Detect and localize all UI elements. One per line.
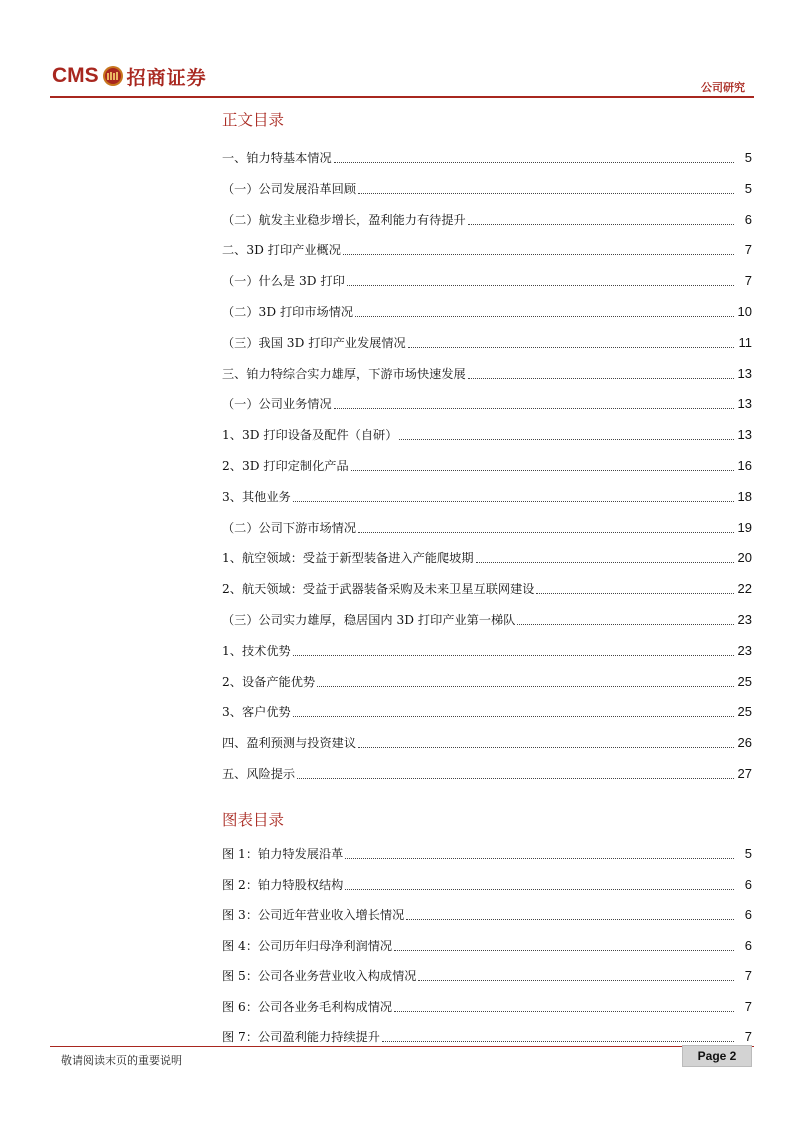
toc-entry-page: 20 — [737, 550, 752, 566]
toc-entry-page: 18 — [737, 488, 752, 504]
toc-entry-label: 1、3D 打印设备及配件（自研） — [222, 428, 398, 443]
dot-leader — [334, 408, 734, 409]
toc-entry-label: 1、航空领域：受益于新型装备进入产能爬坡期 — [222, 551, 474, 566]
toc-entry-label: 2、航天领域：受益于武器装备采购及未来卫星互联网建设 — [222, 582, 535, 597]
dot-leader — [394, 1011, 734, 1012]
toc-entry-label: 2、3D 打印定制化产品 — [222, 459, 349, 473]
dot-leader — [297, 778, 734, 779]
page-number-badge: Page 2 — [682, 1045, 752, 1067]
toc-entry-page: 16 — [737, 458, 752, 473]
toc-entry-page: 11 — [738, 334, 752, 350]
figure-entry-page: 7 — [744, 998, 752, 1014]
dot-leader — [468, 378, 734, 379]
toc-entry[interactable] — [222, 362, 752, 382]
dot-leader — [355, 316, 734, 317]
toc-entry[interactable] — [222, 208, 752, 228]
toc-entry-page: 10 — [737, 304, 752, 319]
toc-entry-page: 13 — [737, 365, 752, 381]
toc-entry[interactable] — [222, 577, 752, 597]
toc-entry-label: （三）公司实力雄厚，稳居国内 3D 打印产业第一梯队 — [222, 613, 516, 627]
toc-entry-page: 5 — [744, 180, 752, 196]
dot-leader — [345, 889, 734, 890]
figures-title: 图表目录 — [222, 811, 285, 829]
toc-entry[interactable] — [222, 423, 752, 443]
dot-leader — [293, 501, 734, 502]
figure-entry[interactable] — [222, 842, 752, 862]
figure-entry-label: 图 7：公司盈利能力持续提升 — [222, 1030, 380, 1044]
toc-entry-label: 1、技术优势 — [222, 643, 291, 658]
figure-entry[interactable] — [222, 903, 752, 923]
toc-entry-page: 23 — [737, 642, 752, 658]
figure-entry[interactable] — [222, 1025, 752, 1045]
footer-disclaimer: 敬请阅读末页的重要说明 — [61, 1054, 182, 1067]
toc-entry[interactable] — [222, 146, 752, 166]
dot-leader — [468, 224, 734, 225]
figure-entry-label: 图 2：铂力特股权结构 — [222, 877, 344, 892]
logo-emblem-icon — [102, 65, 124, 87]
dot-leader — [536, 593, 734, 594]
toc-entry-label: （三）我国 3D 打印产业发展情况 — [222, 335, 406, 350]
toc-entry-page: 25 — [737, 704, 752, 720]
toc-entry-page: 7 — [744, 273, 752, 289]
figure-entry[interactable] — [222, 995, 752, 1015]
toc-entry-label: （一）什么是 3D 打印 — [222, 274, 345, 289]
figure-entry-page: 6 — [744, 907, 752, 922]
dot-leader — [345, 858, 734, 859]
dot-leader — [476, 562, 734, 563]
toc-entry[interactable] — [222, 177, 752, 197]
report-type-label: 公司研究 — [701, 81, 745, 94]
figure-entry-page: 7 — [744, 968, 752, 983]
toc-entry[interactable] — [222, 331, 752, 351]
toc-entry-page: 27 — [737, 766, 752, 781]
figure-entry[interactable] — [222, 934, 752, 954]
toc-entry-page: 19 — [737, 519, 752, 535]
toc-entry-label: 三、铂力特综合实力雄厚，下游市场快速发展 — [222, 366, 466, 381]
logo-chinese-name: 招商证券 — [126, 66, 207, 89]
toc-entry-page: 25 — [737, 673, 752, 689]
toc-entry[interactable] — [222, 269, 752, 289]
figure-entry[interactable] — [222, 964, 752, 984]
figure-entry-label: 图 1：铂力特发展沿革 — [222, 847, 344, 861]
dot-leader — [358, 193, 734, 194]
toc-entry-label: 一、铂力特基本情况 — [222, 151, 332, 165]
dot-leader — [293, 716, 734, 717]
figure-entry-label: 图 3：公司近年营业收入增长情况 — [222, 908, 405, 922]
dot-leader — [406, 919, 734, 920]
toc-entry-label: 2、设备产能优势 — [222, 674, 316, 689]
toc-entry[interactable] — [222, 670, 752, 690]
dot-leader — [293, 655, 734, 656]
dot-leader — [418, 980, 734, 981]
toc-entry[interactable] — [222, 300, 752, 320]
toc-entry-page: 26 — [737, 735, 752, 751]
contents-title: 正文目录 — [222, 111, 285, 129]
dot-leader — [394, 950, 734, 951]
figure-entry[interactable] — [222, 873, 752, 893]
toc-entry[interactable] — [222, 762, 752, 782]
dot-leader — [408, 347, 734, 348]
figure-entry-label: 图 5：公司各业务营业收入构成情况 — [222, 969, 417, 983]
toc-entry[interactable] — [222, 454, 752, 474]
dot-leader — [351, 470, 734, 471]
toc-entry-page: 5 — [744, 150, 752, 165]
toc-entry-page: 13 — [737, 427, 752, 443]
toc-entry-label: （二）航发主业稳步增长，盈利能力有待提升 — [222, 212, 466, 227]
toc-entry[interactable] — [222, 731, 752, 751]
toc-entry-label: 3、客户优势 — [222, 705, 291, 720]
dot-leader — [399, 439, 734, 440]
dot-leader — [343, 254, 734, 255]
toc-entry[interactable] — [222, 700, 752, 720]
page-header — [0, 0, 793, 100]
figure-entry-label: 图 4：公司历年归母净利润情况 — [222, 938, 393, 953]
toc-entry-label: （一）公司发展沿革回顾 — [222, 181, 357, 196]
figure-entry-label: 图 6：公司各业务毛利构成情况 — [222, 999, 393, 1014]
toc-entry-label: 五、风险提示 — [222, 767, 296, 781]
header-divider — [50, 96, 754, 98]
figure-entry-page: 5 — [744, 846, 752, 861]
toc-entry[interactable] — [222, 238, 752, 258]
dot-leader — [382, 1041, 734, 1042]
dot-leader — [358, 532, 734, 533]
toc-entry-label: 3、其他业务 — [222, 489, 291, 504]
toc-entry-page: 22 — [737, 581, 752, 597]
dot-leader — [317, 686, 734, 687]
toc-entry[interactable] — [222, 485, 752, 505]
toc-entry[interactable] — [222, 516, 752, 536]
toc-entry-page: 6 — [744, 211, 752, 227]
toc-entry-page: 7 — [744, 242, 752, 258]
toc-entry-label: 四、盈利预测与投资建议 — [222, 736, 357, 751]
dot-leader — [358, 747, 734, 748]
toc-entry-label: （二）公司下游市场情况 — [222, 520, 357, 535]
toc-entry[interactable] — [222, 546, 752, 566]
figure-entry-page: 6 — [744, 937, 752, 953]
dot-leader — [517, 624, 734, 625]
toc-entry-page: 23 — [737, 612, 752, 627]
toc-entry[interactable] — [222, 392, 752, 412]
toc-entry[interactable] — [222, 639, 752, 659]
toc-entry-label: （二）3D 打印市场情况 — [222, 305, 354, 319]
toc-entry-label: 二、3D 打印产业概况 — [222, 243, 341, 258]
toc-entry-label: （一）公司业务情况 — [222, 397, 332, 412]
dot-leader — [347, 285, 734, 286]
footer-divider — [50, 1046, 754, 1047]
figure-entry-page: 7 — [744, 1029, 752, 1044]
toc-entry[interactable] — [222, 608, 752, 628]
dot-leader — [334, 162, 734, 163]
logo-cms-text: CMS — [52, 64, 99, 87]
toc-entry-page: 13 — [737, 396, 752, 412]
figure-entry-page: 6 — [744, 876, 752, 892]
cms-logo — [52, 60, 207, 92]
